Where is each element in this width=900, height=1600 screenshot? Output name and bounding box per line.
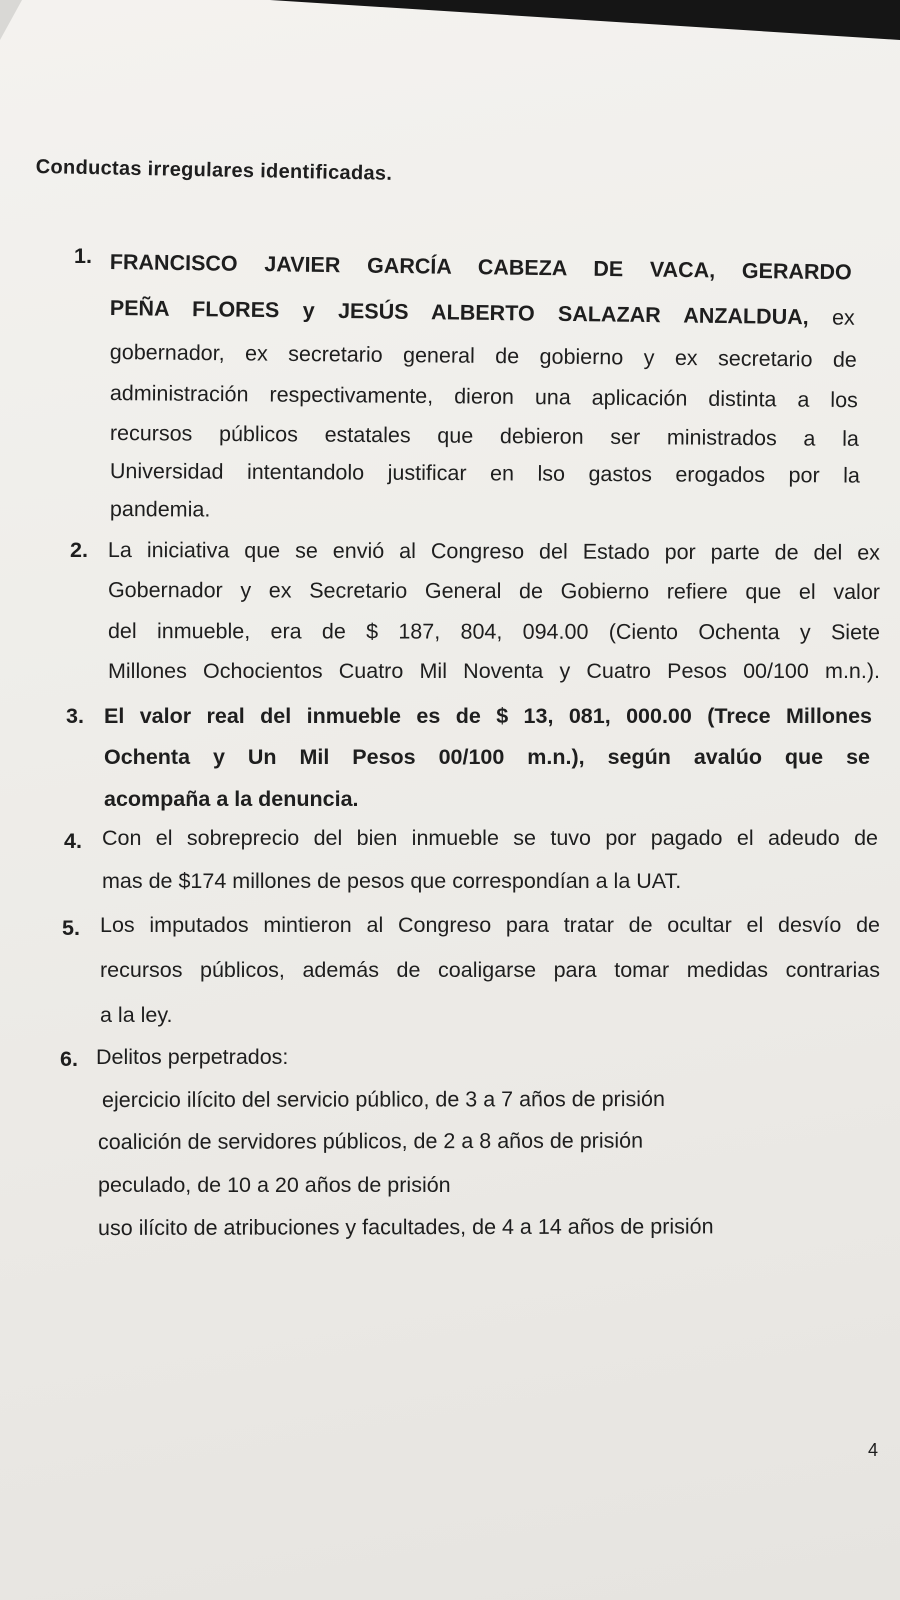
item-1-line-7: pandemia.	[109, 497, 211, 522]
item-number-4: 4.	[64, 829, 82, 853]
item-4-line-1: Con el sobreprecio del bien inmueble se tuvo por pagado el adeudo de	[102, 826, 878, 850]
item-3-line-2: Ochenta y Un Mil Pesos 00/100 m.n.), según avalúo que se	[104, 745, 870, 769]
background-edge	[0, 0, 900, 40]
item-1-line-5: recursos públicos estatales que debieron ser ministrados a la	[109, 421, 859, 451]
item-1-line-6: Universidad intentandolo justificar en lso gastos erogados por la	[109, 459, 860, 488]
item-1-line-2: PEÑA FLORES y JESÚS ALBERTO SALAZAR ANZALDUA, ex	[109, 296, 855, 330]
offense-1: ejercicio ilícito del servicio público, de 3 a 7 años de prisión	[102, 1087, 665, 1112]
item-1-line-1: FRANCISCO JAVIER GARCÍA CABEZA DE VACA, GERARDO	[109, 250, 852, 285]
item-1-line-4: administración respectivamente, dieron una aplicación distinta a los	[109, 381, 858, 413]
item-number-3: 3.	[66, 704, 84, 728]
item-5-line-1: Los imputados mintieron al Congreso para tratar de ocultar el desvío de	[100, 913, 880, 937]
page-number: 4	[868, 1440, 879, 1460]
offense-4: uso ilícito de atribuciones y facultades, de 4 a 14 años de prisión	[98, 1214, 714, 1240]
item-2-line-2: Gobernador y ex Secretario General de Gobierno refiere que el valor	[107, 578, 880, 605]
item-number-1: 1.	[74, 244, 92, 268]
item-2-line-1: La iniciativa que se envió al Congreso del Estado por parte de del ex	[107, 538, 880, 565]
item-3-line-1: El valor real del inmueble es de $ 13, 081, 000.00 (Trece Millones	[104, 704, 872, 728]
item-1-line-3: gobernador, ex secretario general de gobierno y ex secretario de	[109, 340, 857, 372]
item-2-line-3: del inmueble, era de $ 187, 804, 094.00 (Ciento Ochenta y Siete	[107, 619, 880, 645]
offense-2: coalición de servidores públicos, de 2 a 8 años de prisión	[98, 1128, 644, 1154]
item-4-line-2: mas de $174 millones de pesos que correspondían a la UAT.	[102, 869, 682, 893]
item-number-2: 2.	[70, 538, 88, 562]
item-5-line-3: a la ley.	[100, 1003, 173, 1027]
item-2-line-4: Millones Ochocientos Cuatro Mil Noventa y Cuatro Pesos 00/100 m.n.).	[108, 659, 880, 683]
item-6-heading: Delitos perpetrados:	[96, 1045, 289, 1069]
offense-3: peculado, de 10 a 20 años de prisión	[98, 1173, 451, 1197]
item-number-6: 6.	[60, 1047, 78, 1071]
section-heading: Conductas irregulares identificadas.	[35, 156, 393, 185]
item-5-line-2: recursos públicos, además de coaligarse para tomar medidas contrarias	[100, 958, 880, 982]
item-3-line-3: acompaña a la denuncia.	[104, 787, 359, 811]
page-corner	[0, 0, 22, 40]
item-number-5: 5.	[62, 916, 80, 940]
